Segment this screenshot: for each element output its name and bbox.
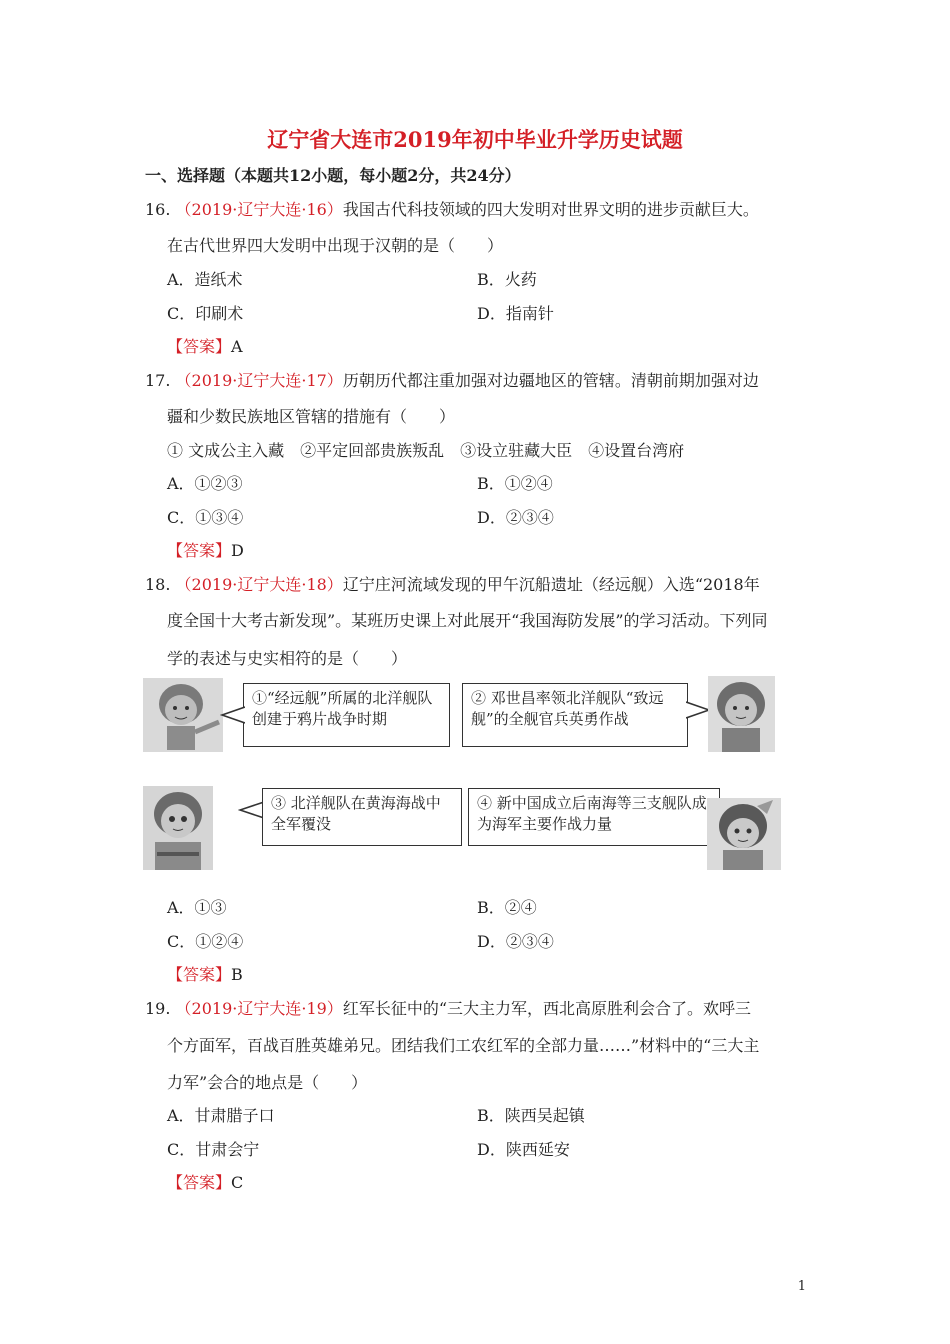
question-17-stem-line-2: 疆和少数民族地区管辖的措施有（ ） xyxy=(167,407,456,426)
answer-label: 【答案】 xyxy=(167,965,232,984)
page-number: 1 xyxy=(797,1279,806,1294)
question-16-stem-line-2: 在古代世界四大发明中出现于汉朝的是（ ） xyxy=(167,236,504,255)
question-source: （2019·辽宁大连·16） xyxy=(175,200,343,219)
question-17-answer xyxy=(167,538,244,561)
question-17-option-c: C．①③④ xyxy=(167,508,244,527)
question-text: 红军长征中的“三大主力军，西北高原胜利会合了。欢呼三 xyxy=(342,999,751,1018)
question-19-option-c: C．甘肃会宁 xyxy=(167,1140,260,1159)
answer-label: 【答案】 xyxy=(167,541,232,560)
bubble-tail-left-1 xyxy=(220,705,245,725)
answer-value: D xyxy=(231,541,244,560)
speech-bubble-2: ② 邓世昌率领北洋舰队“致远舰”的全舰官兵英勇作战 xyxy=(462,683,688,747)
speech-bubble-1: ①“经远舰”所属的北洋舰队创建于鸦片战争时期 xyxy=(243,683,450,747)
question-number: 16. xyxy=(145,200,171,219)
question-19-option-a: A．甘肃腊子口 xyxy=(167,1106,275,1125)
student-boy-avatar-3 xyxy=(143,786,213,870)
question-17-option-a: A．①②③ xyxy=(167,474,243,493)
question-19-stem-line-1 xyxy=(145,996,751,1019)
question-19-stem-line-2: 个方面军，百战百胜英雄弟兄。团结我们工农红军的全部力量……”材料中的“三大主 xyxy=(167,1036,760,1055)
question-16-option-b: B．火药 xyxy=(477,270,537,289)
question-17-option-b: B．①②④ xyxy=(477,474,553,493)
speech-bubble-4: ④ 新中国成立后南海等三支舰队成为海军主要作战力量 xyxy=(468,788,720,846)
question-text: 历朝历代都注重加强对边疆地区的管辖。清朝前期加强对边 xyxy=(342,371,759,390)
speech-bubble-3: ③ 北洋舰队在黄海海战中全军覆没 xyxy=(262,788,462,846)
question-16-option-c: C．印刷术 xyxy=(167,304,244,323)
question-number: 19. xyxy=(145,999,171,1018)
question-text: 我国古代科技领域的四大发明对世界文明的进步贡献巨大。 xyxy=(342,200,759,219)
question-18-stem-line-1 xyxy=(145,572,760,595)
question-19-stem-line-3: 力军”会合的地点是（ ） xyxy=(167,1073,368,1092)
student-boy-avatar-1 xyxy=(143,678,223,752)
student-girl-avatar-2 xyxy=(708,676,775,752)
question-source: （2019·辽宁大连·18） xyxy=(175,575,343,594)
question-number: 17. xyxy=(145,371,171,390)
question-16-answer xyxy=(167,334,243,357)
question-source: （2019·辽宁大连·19） xyxy=(175,999,343,1018)
question-18-option-a: A．①③ xyxy=(167,898,227,917)
question-16-option-d: D．指南针 xyxy=(477,304,554,323)
question-18-stem-line-3: 学的表述与史实相符的是（ ） xyxy=(167,649,408,668)
question-18-answer xyxy=(167,962,243,985)
question-18-option-b: B．②④ xyxy=(477,898,537,917)
question-16-option-a: A．造纸术 xyxy=(167,270,243,289)
answer-label: 【答案】 xyxy=(167,337,232,356)
question-19-answer xyxy=(167,1170,243,1193)
section-header: 一、选择题（本题共12小题，每小题2分，共24分） xyxy=(145,166,521,185)
question-17-stem-line-1 xyxy=(145,368,759,391)
question-19-option-d: D．陕西延安 xyxy=(477,1140,570,1159)
answer-value: C xyxy=(231,1173,244,1192)
document-title: 辽宁省大连市2019年初中毕业升学历史试题 xyxy=(267,127,683,152)
question-text: 辽宁庄河流域发现的甲午沉船遗址（经远舰）入选“2018年 xyxy=(342,575,760,594)
question-18-stem-line-2: 度全国十大考古新发现”。某班历史课上对此展开“我国海防发展”的学习活动。下列同 xyxy=(167,611,768,630)
answer-value: B xyxy=(231,965,243,984)
question-19-option-b: B．陕西吴起镇 xyxy=(477,1106,585,1125)
question-17-statements: ① 文成公主入藏 ②平定回部贵族叛乱 ③设立驻藏大臣 ④设置台湾府 xyxy=(167,441,685,460)
question-source: （2019·辽宁大连·17） xyxy=(175,371,343,390)
bubble-tail-left-3 xyxy=(238,800,264,820)
answer-label: 【答案】 xyxy=(167,1173,232,1192)
question-16-stem-line-1 xyxy=(145,197,759,220)
question-17-option-d: D．②③④ xyxy=(477,508,554,527)
question-18-option-d: D．②③④ xyxy=(477,932,554,951)
student-girl-avatar-4 xyxy=(707,798,781,870)
question-18-option-c: C．①②④ xyxy=(167,932,244,951)
answer-value: A xyxy=(231,337,243,356)
question-number: 18. xyxy=(145,575,171,594)
